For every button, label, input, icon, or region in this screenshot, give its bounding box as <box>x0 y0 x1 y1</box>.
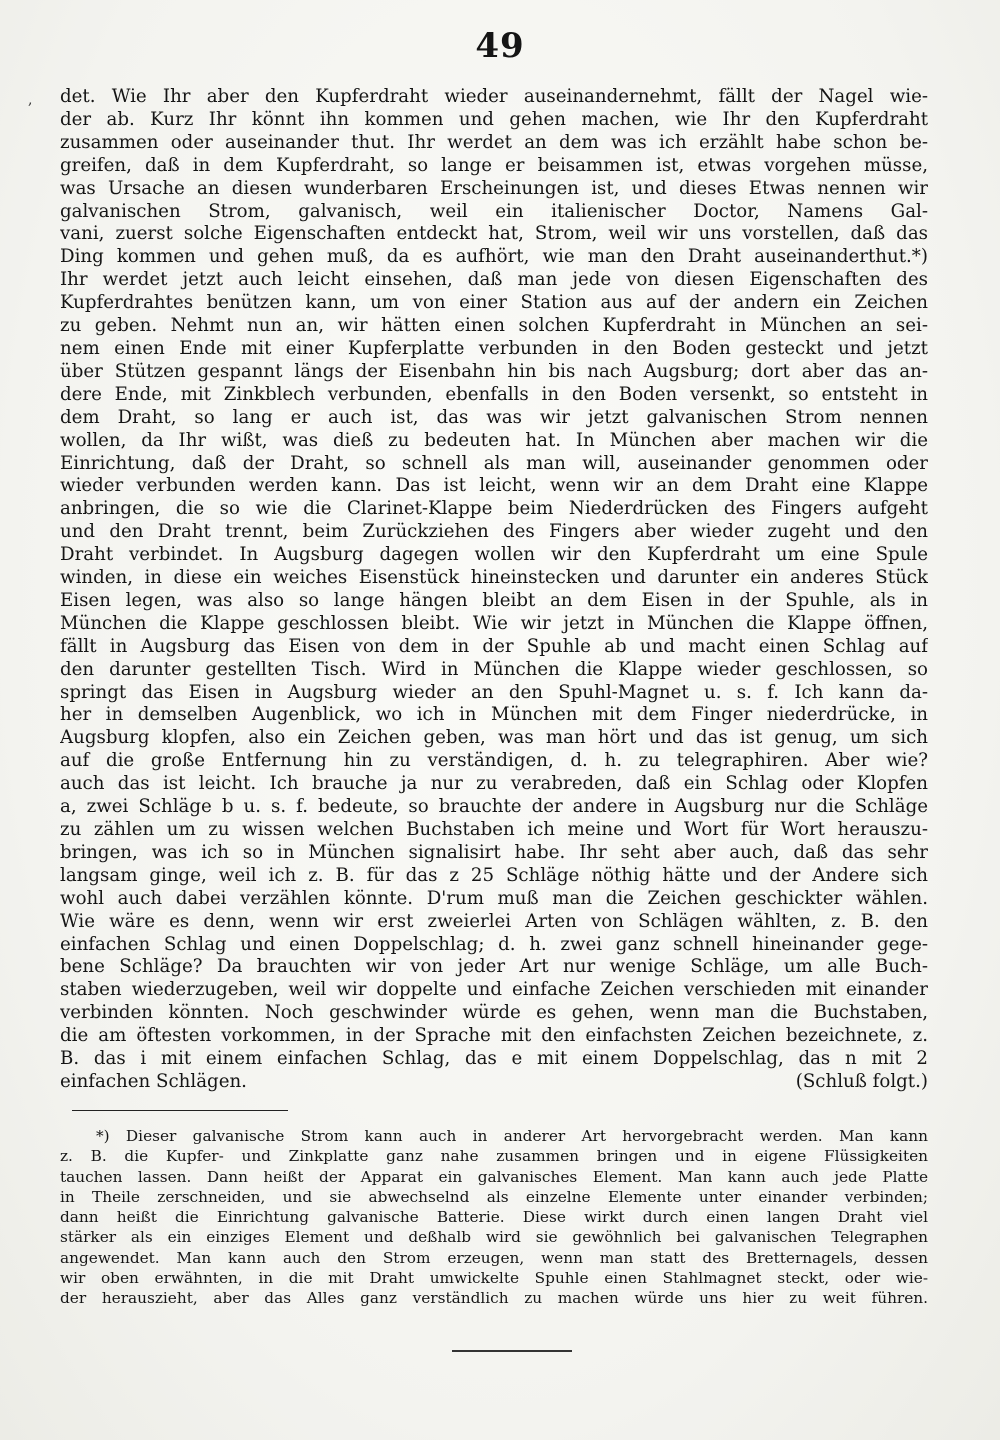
text-line: die am öftesten vorkommen, in der Sprache mit den einfachsten Zeichen bezeichnete, z. <box>60 1025 928 1047</box>
text-line: staben wiederzugeben, weil wir doppelte und einfache Zeichen verschieden mit einander <box>60 979 928 1001</box>
text-line: vani, zuerst solche Eigenschaften entdeckt hat, Strom, weil wir uns vorstellen, daß das <box>60 223 928 245</box>
text-line: Ding kommen und gehen muß, da es aufhört, wie man den Draht auseinanderthut.*) <box>60 246 928 268</box>
text-line: auf die große Entfernung hin zu verständigen, d. h. zu telegraphiren. Aber wie? <box>60 750 928 772</box>
text-line: galvanischen Strom, galvanisch, weil ein italienischer Doctor, Namens Gal- <box>60 200 928 222</box>
text-line: dem Draht, so lang er auch ist, das was wir jetzt galvanischen Strom nennen <box>60 406 928 428</box>
text-line: winden, in diese ein weiches Eisenstück hineinstecken und darunter ein anderes Stück <box>60 567 928 589</box>
text-line: der ab. Kurz Ihr könnt ihn kommen und gehen machen, wie Ihr den Kupferdraht <box>60 108 928 130</box>
footnote-line: z. B. die Kupfer- und Zinkplatte ganz nahe zusammen bringen und in eigene Flüssigkeiten <box>60 1147 928 1166</box>
text-line: B. das i mit einem einfachen Schlag, das e mit einem Doppelschlag, das n mit 2 <box>60 1048 928 1070</box>
page-number: 49 <box>475 26 525 66</box>
continuation-note: (Schluß folgt.) <box>795 1070 928 1092</box>
text-line: auch das ist leicht. Ich brauche ja nur zu verabreden, daß ein Schlag oder Klopfen <box>60 773 928 795</box>
text-line-final <box>60 1071 928 1094</box>
text-line: über Stützen gespannt längs der Eisenbahn hin bis nach Augsburg; dort aber das an- <box>60 360 928 382</box>
text-line: langsam ginge, weil ich z. B. für das z 25 Schläge nöthig hätte und der Andere sich <box>60 864 928 886</box>
text-line: her in demselben Augenblick, wo ich in München mit dem Finger niederdrücke, in <box>60 704 928 726</box>
footnote-line: angewendet. Man kann auch den Strom erzeugen, wenn man statt des Bretternagels, dessen <box>60 1248 928 1267</box>
text-line: fällt in Augsburg das Eisen von dem in der Spuhle ab und macht einen Schlag auf <box>60 635 928 657</box>
text-line: Wie wäre es denn, wenn wir erst zweierlei Arten von Schlägen wählten, z. B. den <box>60 910 928 932</box>
footnote-line: stärker als ein einziges Element und deßhalb wird sie gewöhnlich bei galvanischen Telegraphen <box>60 1228 928 1247</box>
text-line: zu zählen um zu wissen welchen Buchstaben ich meine und Wort für Wort herauszu- <box>60 819 928 840</box>
footnote <box>60 1126 928 1308</box>
footnote-line: *) Dieser galvanische Strom kann auch in anderer Art hervorgebracht werden. Man kann <box>96 1127 928 1145</box>
text-line: München die Klappe geschlossen bleibt. Wie wir jetzt in München die Klappe öffnen, <box>60 612 928 634</box>
text-line: einfachen Schlag und einen Doppelschlag; d. h. zwei ganz schnell hineinander gege- <box>60 933 928 955</box>
text-line: bringen, was ich so in München signalisirt habe. Ihr seht aber auch, daß das sehr <box>60 841 928 863</box>
text-line: bene Schläge? Da brauchten wir von jeder Art nur wenige Schläge, um alle Buch- <box>60 956 928 978</box>
footnote-separator-rule <box>72 1110 288 1111</box>
footnote-line: der herauszieht, aber das Alles ganz verständlich zu machen würde uns hier zu weit führen. <box>60 1289 928 1307</box>
text-line: zu geben. Nehmt nun an, wir hätten einen solchen Kupferdraht in München an sei- <box>60 315 928 337</box>
body-text <box>60 86 928 1094</box>
margin-mark: , <box>28 92 33 108</box>
text-line: det. Wie Ihr aber den Kupferdraht wieder auseinandernehmt, fällt der Nagel wie- <box>60 86 928 107</box>
footnote-line: tauchen lassen. Dann heißt der Apparat ein galvanisches Element. Man kann auch jede Platte <box>60 1167 928 1186</box>
text-line: Eisen legen, was also so lange hängen bleibt an dem Eisen in der Spuhle, als in <box>60 589 928 611</box>
text-line: wollen, da Ihr wißt, was dieß zu bedeuten hat. In München aber machen wir die <box>60 429 928 451</box>
text-line: greifen, daß in dem Kupferdraht, so lange er beisammen ist, etwas vorgehen müsse, <box>60 154 928 176</box>
text-line: springt das Eisen in Augsburg wieder an den Spuhl-Magnet u. s. f. Ich kann da- <box>60 681 928 703</box>
text-line: verbinden könnten. Noch geschwinder würde es gehen, wenn man die Buchstaben, <box>60 1002 928 1024</box>
footnote-line: dann heißt die Einrichtung galvanische Batterie. Diese wirkt durch einen langen Draht viel <box>60 1208 928 1226</box>
text-line: Kupferdrahtes benützen kann, um von einer Station aus auf der andern ein Zeichen <box>60 292 928 314</box>
bottom-ornament-rule <box>452 1350 572 1352</box>
text-line: a, zwei Schläge b u. s. f. bedeute, so brauchte der andere in Augsburg nur die Schläge <box>60 796 928 818</box>
text-line: was Ursache an diesen wunderbaren Erscheinungen ist, und dieses Etwas nennen wir <box>60 177 928 199</box>
text-line: Ihr werdet jetzt auch leicht einsehen, daß man jede von diesen Eigenschaften des <box>60 269 928 291</box>
text-line: wohl auch dabei verzählen könnte. D'rum muß man die Zeichen geschickter wählen. <box>60 887 928 909</box>
text-line: Draht verbindet. In Augsburg dagegen wollen wir den Kupferdraht um eine Spule <box>60 544 928 566</box>
text-line: anbringen, die so wie die Clarinet-Klappe beim Niederdrücken des Fingers aufgeht <box>60 498 928 520</box>
footnote-line: in Theile zerschneiden, und sie abwechselnd als einzelne Elemente unter einander verbinden; <box>60 1187 928 1206</box>
text-line: Augsburg klopfen, also ein Zeichen geben, was man hört und das ist genug, um sich <box>60 727 928 749</box>
text-line: und den Draht trennt, beim Zurückziehen des Fingers aber wieder zugeht und den <box>60 521 928 543</box>
text-line: nem einen Ende mit einer Kupferplatte verbunden in den Boden gesteckt und jetzt <box>60 337 928 359</box>
text-line: den darunter gestellten Tisch. Wird in München die Klappe wieder geschlossen, so <box>60 658 928 680</box>
text-line: dere Ende, mit Zinkblech verbunden, ebenfalls in den Boden versenkt, so entsteht in <box>60 383 928 405</box>
text-line: wieder verbunden werden kann. Das ist leicht, wenn wir an dem Draht eine Klappe <box>60 475 928 497</box>
final-line-text: einfachen Schlägen. <box>60 1070 247 1092</box>
text-line: zusammen oder auseinander thut. Ihr werdet an dem was ich erzählt habe schon be- <box>60 131 928 153</box>
text-line: Einrichtung, daß der Draht, so schnell als man will, auseinander genommen oder <box>60 452 928 474</box>
footnote-line: wir oben erwähnten, in die mit Draht umwickelte Spuhle einen Stahlmagnet steckt, oder wie- <box>60 1268 928 1287</box>
